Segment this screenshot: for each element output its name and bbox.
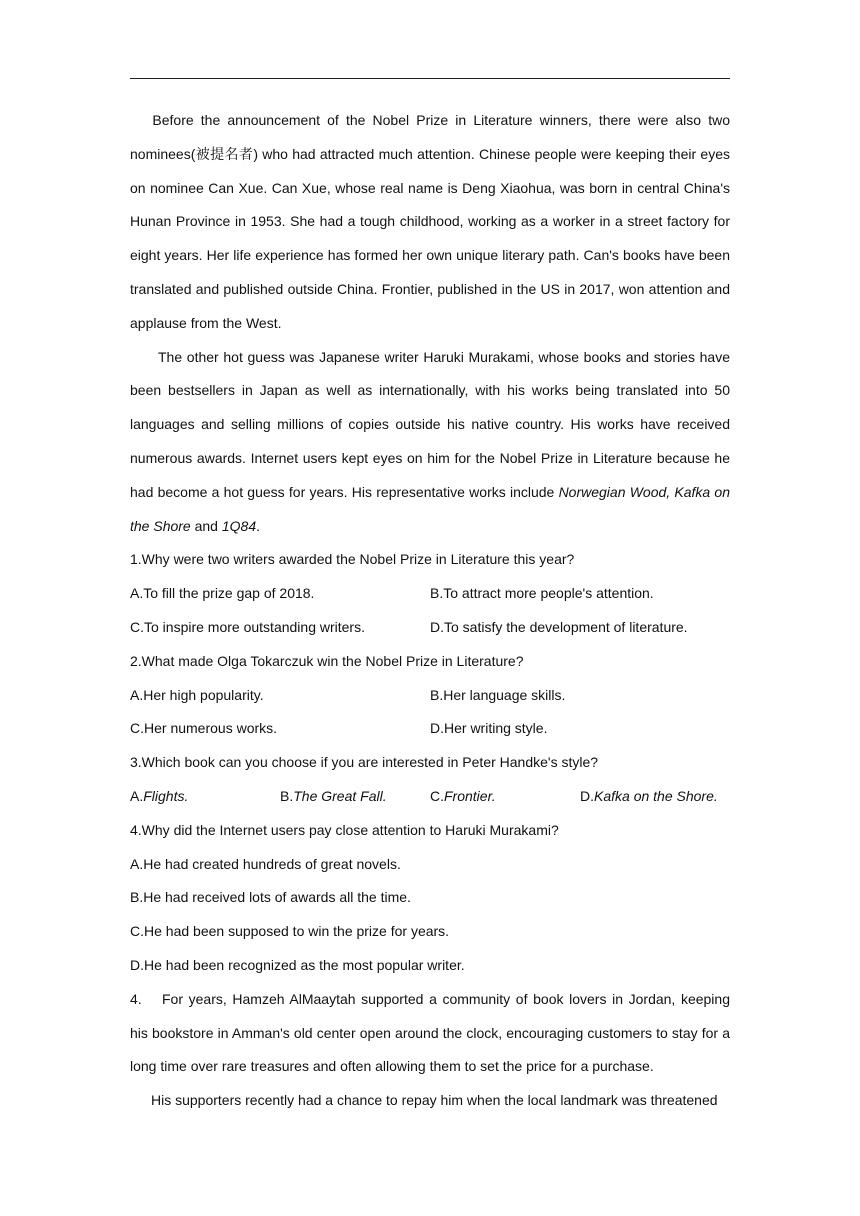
next-passage-paragraph-1-text: For years, Hamzeh AlMaaytah supported a community of book lovers in Jordan, keeping his bookstore in Amman's old center open around the clock, encouraging customers to stay for a long time over rare treasures and often allowing them to set the price for a purchase. <box>130 990 730 1075</box>
passage-paragraph-2-end: . <box>256 517 260 534</box>
header-rule <box>130 78 730 79</box>
next-passage-paragraph-1 <box>130 983 730 1084</box>
option-text: Frontier. <box>444 787 496 804</box>
question-3-option-c[interactable] <box>430 780 580 814</box>
passage-paragraph-2 <box>130 341 730 544</box>
question-1-option-d[interactable]: D.To satisfy the development of literature. <box>430 618 688 635</box>
question-2-option-a[interactable]: A.Her high popularity. <box>130 686 264 703</box>
question-4-option-c[interactable]: C.He had been supposed to win the prize for years. <box>130 923 450 940</box>
question-3-options-row <box>130 780 730 814</box>
option-letter: D. <box>580 787 594 804</box>
question-1-option-c[interactable]: C.To inspire more outstanding writers. <box>130 618 365 635</box>
passage-paragraph-2-and: and <box>190 517 222 534</box>
next-passage-paragraph-2: His supporters recently had a chance to repay him when the local landmark was threatened <box>151 1092 718 1109</box>
option-text: The Great Fall. <box>293 787 387 804</box>
question-2-option-d[interactable]: D.Her writing style. <box>430 720 548 737</box>
question-1-stem: 1.Why were two writers awarded the Nobel Prize in Literature this year? <box>130 551 575 568</box>
option-text: Flights. <box>143 787 189 804</box>
question-4-option-a[interactable]: A.He had created hundreds of great novels. <box>130 855 401 872</box>
question-3-option-b[interactable] <box>280 780 430 814</box>
question-1-options-row-1 <box>130 577 730 611</box>
question-1-option-b[interactable]: B.To attract more people's attention. <box>430 585 654 602</box>
option-letter: C. <box>430 787 444 804</box>
option-letter: A. <box>130 787 144 804</box>
works-title-2: 1Q84 <box>221 517 257 534</box>
next-passage-number: 4. <box>130 990 142 1007</box>
passage-paragraph-2-text: The other hot guess was Japanese writer Haruki Murakami, whose books and stories have been bestsellers in Japan as well as internationally, with his works being translated into 50 languages and selling millions of copies outside his native country. His works have received numerous awards. Internet users kept eyes on him for the Nobel Prize in Literature because he had become a hot guess for years. His representative works include <box>130 348 730 500</box>
document-body <box>130 104 730 1118</box>
question-3-option-a[interactable] <box>130 780 280 814</box>
question-4-option-d[interactable]: D.He had been recognized as the most popular writer. <box>130 956 465 973</box>
question-4-option-b[interactable]: B.He had received lots of awards all the time. <box>130 889 411 906</box>
option-letter: B. <box>280 787 294 804</box>
question-3-stem: 3.Which book can you choose if you are interested in Peter Handke's style? <box>130 754 599 771</box>
works-title-1: Norwegian Wood, Kafka on the Shore <box>130 483 730 534</box>
question-2-option-b[interactable]: B.Her language skills. <box>430 686 566 703</box>
question-1-options-row-2 <box>130 611 730 645</box>
option-text: Kafka on the Shore. <box>594 787 718 804</box>
question-3-option-d[interactable] <box>580 780 730 814</box>
question-4-stem: 4.Why did the Internet users pay close attention to Haruki Murakami? <box>130 821 559 838</box>
question-2-options-row-2 <box>130 712 730 746</box>
question-2-options-row-1 <box>130 679 730 713</box>
passage-paragraph-1: Before the announcement of the Nobel Prize in Literature winners, there were also two nominees(被提名者) who had attracted much attention. Chinese people were keeping their eyes on nominee Can Xue. Can Xue, whose real name is Deng Xiaohua, was born in central China's Hunan Province in 1953. She had a tough childhood, working as a worker in a street factory for eight years. Her life experience has formed her own unique literary path. Can's books have been translated and published outside China. Frontier, published in the US in 2017, won attention and applause from the West. <box>130 112 730 331</box>
question-1-option-a[interactable]: A.To fill the prize gap of 2018. <box>130 585 315 602</box>
question-2-stem: 2.What made Olga Tokarczuk win the Nobel Prize in Literature? <box>130 652 524 669</box>
question-2-option-c[interactable]: C.Her numerous works. <box>130 720 278 737</box>
